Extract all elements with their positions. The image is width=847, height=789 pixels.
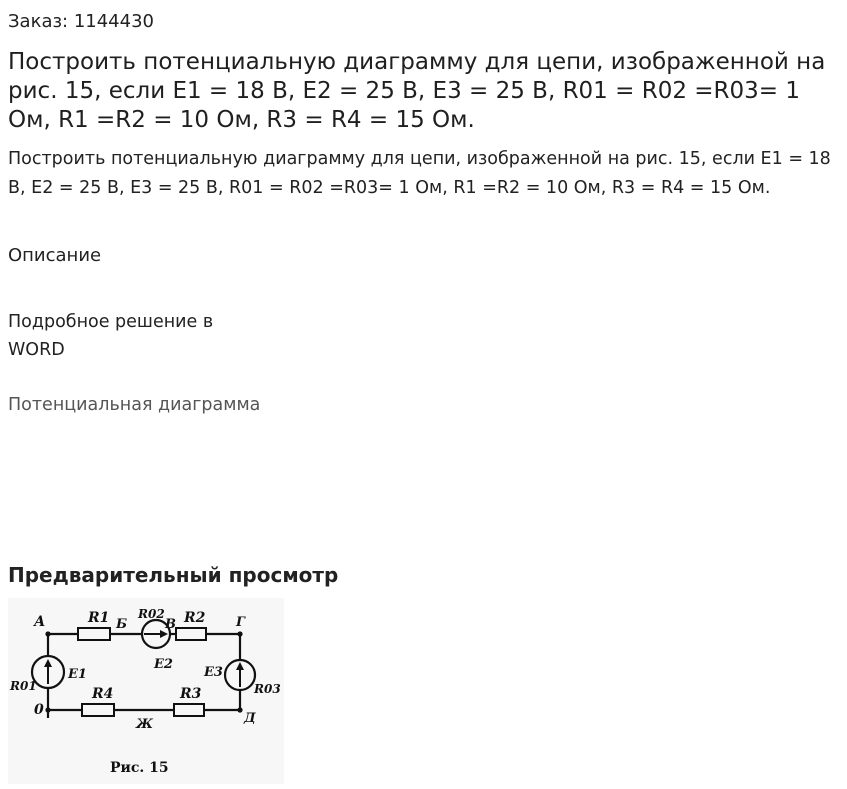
label-e3: E3 <box>204 665 223 680</box>
preview-image[interactable] <box>8 598 284 784</box>
preview-heading: Предварительный просмотр <box>8 563 339 587</box>
label-r02: R02 <box>138 607 165 621</box>
description-heading: Описание <box>8 245 102 266</box>
source-e1 <box>32 656 64 688</box>
label-node-a: А <box>34 614 46 630</box>
resistor-r1 <box>78 628 110 640</box>
label-r01: R01 <box>10 679 37 693</box>
label-node-d: Д <box>244 711 256 726</box>
label-r3: R3 <box>180 686 202 702</box>
label-node-b: Б <box>116 617 128 632</box>
order-number: Заказ: 1144430 <box>8 11 154 32</box>
label-node-o: 0 <box>34 702 44 718</box>
figure-caption: Рис. 15 <box>110 760 169 776</box>
task-text: Построить потенциальную диаграмму для цепи, изображенной на рис. 15, если E1 = 18 В, E2 = 25 В, E3 = 25 В, R01 = R02 =R03= 1 Ом, R1 =R2 = 10 Ом, R3 = R4 = 15 Ом. <box>8 149 831 198</box>
circuit-diagram <box>8 598 284 784</box>
label-node-zh: Ж <box>136 717 154 732</box>
label-r03: R03 <box>254 682 281 696</box>
resistor-r2 <box>176 628 206 640</box>
label-r1: R1 <box>88 610 110 626</box>
resistor-r3 <box>174 704 204 716</box>
label-r4: R4 <box>92 686 114 702</box>
resistor-r4 <box>82 704 114 716</box>
solution-note: Подробное решение в WORD <box>8 312 214 360</box>
label-node-g: Г <box>236 615 245 630</box>
label-r2: R2 <box>184 610 206 626</box>
diagram-link[interactable]: Потенциальная диаграмма <box>8 395 261 415</box>
label-e1: E1 <box>68 667 87 682</box>
label-node-v: В <box>165 617 176 632</box>
label-e2: E2 <box>154 657 173 672</box>
source-e3 <box>225 660 255 690</box>
page-title: Построить потенциальную диаграмму для цепи, изображенной на рис. 15, если E1 = 18 В, E2 = 25 В, E3 = 25 В, R01 = R02 =R03= 1 Ом, R1 =R2 = 10 Ом, R3 = R4 = 15 Ом. <box>8 49 826 133</box>
